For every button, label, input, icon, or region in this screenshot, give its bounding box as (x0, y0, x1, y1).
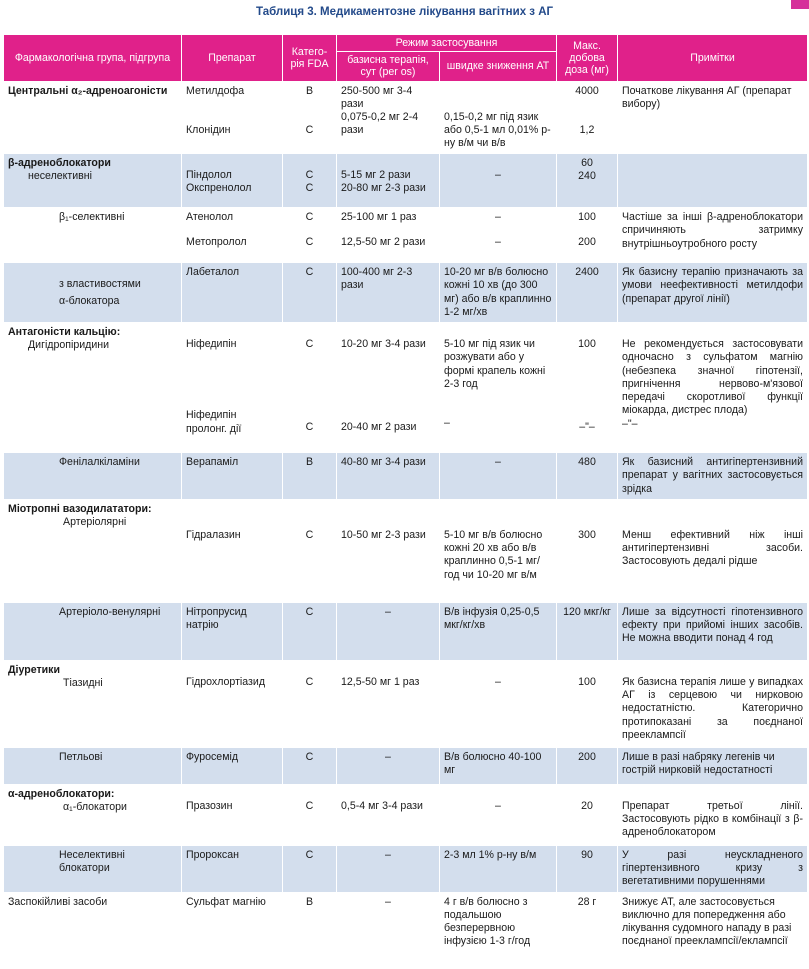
group-title: Міотропні вазодилататори: (8, 502, 152, 515)
basic-value: 20-40 мг 2 рази (341, 421, 417, 434)
group-title: Діуретики (8, 663, 60, 676)
note-cell: Знижує АТ, але застосовується виключно для попередження або лікування судомного нападу в разі поєднаної прееклампсії/еклампсії (618, 892, 808, 964)
drug-cell: Пророксан (182, 845, 283, 892)
note-cell: У разі неускладненого гіпертензивного кризу з вегетативними порушеннями (618, 845, 808, 892)
subgroup-label: неселективні (28, 170, 93, 183)
header-notes: Примітки (618, 35, 808, 82)
rapid-cell (440, 499, 557, 602)
subgroup-label: Артеріоло-венулярні (4, 602, 182, 660)
header-maxdose: Макс. добова доза (мг) (557, 35, 618, 82)
basic-value: 12,5-50 мг 2 рази (341, 236, 426, 249)
rapid-value: 5-10 мг в/в болюсно кожні 20 хв або в/в краплинно 0,5-1 мг/год чи 10-20 мг в/м (444, 528, 543, 581)
rapid-value: – (495, 169, 501, 182)
max-cell: 28 г (557, 892, 618, 964)
header-drug: Препарат (182, 35, 283, 82)
table-row (4, 747, 808, 784)
rapid-value: – (495, 236, 501, 249)
group-cell: Центральні α₂-адреноагоністи (4, 81, 182, 154)
fda-cell (283, 154, 337, 208)
drug-name: Ніфедипін (186, 338, 237, 351)
group-cell: Заспокійливі засоби (4, 892, 182, 964)
note-text: Менш ефективний ніж інші антигіпертензивні засоби. Застосовують дедалі рідше (622, 528, 803, 568)
fda-value: C (305, 799, 314, 812)
basic-value: 25-100 мг 1 раз (341, 211, 417, 224)
fda-value: C (305, 338, 314, 351)
drug-cell: Верапаміл (182, 453, 283, 500)
rapid-value: 0,15-0,2 мг під язик або 0,5-1 мл 0,01% р-ну в/м чи в/в (444, 110, 551, 149)
note-text: Препарат третьої лінії. Застосовують рідко в комбінації з β-адреноблокатором (622, 799, 803, 839)
max-cell (557, 323, 618, 453)
basic-value: 5-15 мг 2 рази (341, 169, 411, 182)
fda-value: C (305, 182, 314, 195)
rapid-value: – (495, 675, 501, 688)
table-row (4, 323, 808, 453)
fda-cell (283, 208, 337, 263)
rapid-value: – (495, 211, 501, 224)
drug-name: Метилдофа (186, 84, 245, 97)
max-value: 4000 (575, 84, 599, 97)
header-rapid: швидке зниження АТ (440, 52, 557, 81)
fda-cell: B (283, 453, 337, 500)
drug-name: Ніфедипін пролонг. дії (186, 409, 242, 435)
fda-value: C (305, 211, 314, 224)
rapid-cell: В/в інфузія 0,25-0,5 мкг/кг/хв (440, 602, 557, 660)
rapid-value: – (495, 799, 501, 812)
max-value: 20 (581, 799, 593, 812)
rapid-cell: – (440, 453, 557, 500)
max-value: 100 (578, 338, 596, 351)
group-cell (4, 154, 182, 208)
rapid-value: 5-10 мг під язик чи розжувати або у формі крапель кожні 2-3 год (444, 338, 546, 390)
max-cell: 480 (557, 453, 618, 500)
drug-name: Атенолол (186, 211, 234, 224)
note-cell (618, 499, 808, 602)
drug-name: Гідралазин (186, 528, 241, 541)
drug-cell (182, 323, 283, 453)
table-row (4, 81, 808, 154)
basic-cell (337, 499, 440, 602)
table-row (4, 892, 808, 964)
fda-cell (283, 660, 337, 747)
fda-value: C (305, 528, 314, 541)
fda-cell: C (283, 845, 337, 892)
fda-cell (283, 323, 337, 453)
basic-cell (337, 208, 440, 263)
header-fda: Катего-рія FDA (283, 35, 337, 82)
basic-value: 20-80 мг 2-3 рази (341, 182, 426, 195)
table-row (4, 499, 808, 602)
rapid-cell: 2-3 мл 1% р-ну в/м (440, 845, 557, 892)
fda-cell (283, 81, 337, 154)
drug-name: Празозин (186, 799, 233, 812)
header-basic: базисна терапія, сут (per os) (337, 52, 440, 81)
max-value: 300 (578, 528, 596, 541)
basic-value: 0,075-0,2 мг 2-4 рази (341, 110, 419, 137)
max-value: 240 (578, 170, 596, 183)
group-cell (4, 263, 182, 323)
drug-cell: Лабеталол (182, 263, 283, 323)
group-title: Антагоністи кальцію: (8, 326, 121, 339)
rapid-cell (440, 323, 557, 453)
max-value: 200 (578, 236, 596, 249)
subgroup-label: Неселективні блокатори (4, 845, 182, 892)
max-cell: 90 (557, 845, 618, 892)
basic-cell: 100-400 мг 2-3 рази (337, 263, 440, 323)
max-cell: 120 мкг/кг (557, 602, 618, 660)
basic-cell (337, 660, 440, 747)
header-regime: Режим застосування (337, 35, 557, 52)
table-row (4, 154, 808, 208)
group-cell (4, 323, 182, 453)
fda-cell: C (283, 747, 337, 784)
drug-cell (182, 154, 283, 208)
rapid-cell: В/в болюсно 40-100 мг (440, 747, 557, 784)
subgroup-label: Петльові (4, 747, 182, 784)
table-title: Таблиця 3. Медикаментозне лікування вагітних з АГ (255, 6, 554, 18)
basic-cell: – (337, 602, 440, 660)
note-cell: Лише за відсутності гіпотензивного ефекту при прийомі інших засобів. Не можна вводити понад 4 год (618, 602, 808, 660)
subgroup-label: Фенілалкіламіни (4, 453, 182, 500)
rapid-cell (440, 208, 557, 263)
fda-cell: C (283, 602, 337, 660)
note-text: Як базисна терапія лише у випадках АГ із серцевою чи нирковою недостатністю. Категорично протипоказані за поєднаної прееклампсії (622, 675, 803, 741)
drug-cell (182, 499, 283, 602)
fda-cell (283, 784, 337, 845)
group-title: β-адреноблокатори (8, 157, 111, 170)
rapid-cell (440, 660, 557, 747)
basic-cell (337, 323, 440, 453)
max-cell (557, 208, 618, 263)
fda-value: C (305, 236, 314, 249)
subgroup-label: з властивостями (59, 278, 141, 291)
max-cell (557, 81, 618, 154)
basic-value: 0,5-4 мг 3-4 рази (341, 799, 423, 812)
table-row (4, 660, 808, 747)
note-cell: Лише в разі набряку легенів чи гострій нирковій недостатності (618, 747, 808, 784)
drug-cell (182, 660, 283, 747)
table-row (4, 453, 808, 500)
rapid-value: – (444, 417, 450, 430)
max-value: 100 (578, 211, 596, 224)
subgroup-label: β₁-селективні (4, 208, 182, 263)
basic-cell: – (337, 892, 440, 964)
drug-cell: Нітропрусид натрію (182, 602, 283, 660)
fda-value: C (305, 123, 314, 136)
basic-value: 10-50 мг 2-3 рази (341, 528, 426, 541)
drug-name: Гідрохлортіазид (186, 675, 266, 688)
note-cell (618, 660, 808, 747)
group-cell (4, 784, 182, 845)
table-row (4, 784, 808, 845)
basic-value: 10-20 мг 3-4 рази (341, 338, 426, 351)
fda-value: C (305, 675, 314, 688)
drug-name: Піндолол (186, 169, 232, 182)
basic-value: 250-500 мг 3-4 рази (341, 84, 413, 110)
table-row (4, 263, 808, 323)
note-cell: Початкове лікування АГ (препарат вибору) (618, 81, 808, 154)
subgroup-label: Дигідропіридини (28, 339, 110, 352)
rapid-cell (440, 784, 557, 845)
group-title: α-адреноблокатори: (8, 787, 115, 800)
note-cell: Як базисну терапію призначають за умови неефективності метилдофи (препарат другої лінії) (618, 263, 808, 323)
fda-cell (283, 499, 337, 602)
drug-cell (182, 81, 283, 154)
table-row (4, 208, 808, 263)
max-value: –"– (579, 421, 595, 434)
note-cell (618, 323, 808, 453)
fda-cell: B (283, 892, 337, 964)
max-cell (557, 154, 618, 208)
drug-cell: Сульфат магнію (182, 892, 283, 964)
note-cell (618, 154, 808, 208)
fda-value: C (305, 169, 314, 182)
drug-name: Окспренолол (186, 182, 252, 195)
note-text: Не рекомендується застосовувати одночасно з сульфатом магнію (небезпека значної гіпотензії, пригнічення нервово-м'язової передачі скоротливої функції міокарда, дистрес плода) (622, 338, 803, 417)
note-text: –"– (622, 417, 638, 430)
basic-value: 12,5-50 мг 1 раз (341, 675, 420, 688)
group-cell (4, 660, 182, 747)
max-cell (557, 499, 618, 602)
basic-cell (337, 154, 440, 208)
basic-cell: – (337, 747, 440, 784)
rapid-cell: 4 г в/в болюсно з подальшою безперервною інфузією 1-3 г/год (440, 892, 557, 964)
max-cell: 2400 (557, 263, 618, 323)
basic-cell: – (337, 845, 440, 892)
basic-cell: 40-80 мг 3-4 рази (337, 453, 440, 500)
max-cell (557, 660, 618, 747)
max-cell: 200 (557, 747, 618, 784)
rapid-cell: 10-20 мг в/в болюсно кожні 10 хв (до 300 мг) або в/в краплинно 1-2 мг/хв (440, 263, 557, 323)
group-cell (4, 499, 182, 602)
subgroup-label: Тіазидні (63, 677, 103, 690)
drug-name: Метопролол (186, 236, 247, 249)
note-cell: Частіше за інші β-адреноблокатори спричиняють затримку внутрішньоутробного росту (618, 208, 808, 263)
subgroup-label: α₁-блокатори (63, 801, 127, 814)
fda-value: C (305, 421, 314, 434)
subgroup-label: α-блокатора (59, 295, 120, 308)
note-cell (618, 784, 808, 845)
basic-cell (337, 784, 440, 845)
drug-cell (182, 208, 283, 263)
table-row (4, 602, 808, 660)
fda-value: B (305, 84, 314, 97)
fda-cell: C (283, 263, 337, 323)
subgroup-label: Артеріолярні (63, 516, 127, 529)
table-row (4, 845, 808, 892)
max-value: 60 (581, 157, 593, 170)
note-cell: Як базисний антигіпертензивний препарат у вагітних застосовується зрідка (618, 453, 808, 500)
basic-cell (337, 81, 440, 154)
drug-cell (182, 784, 283, 845)
max-value: 1,2 (579, 123, 595, 136)
rapid-cell (440, 81, 557, 154)
drug-cell: Фуросемід (182, 747, 283, 784)
drug-name: Клонідин (186, 123, 231, 136)
header-group: Фармакологічна група, підгрупа (4, 35, 182, 82)
treatment-table (3, 34, 808, 965)
max-cell (557, 784, 618, 845)
max-value: 100 (578, 675, 596, 688)
rapid-cell (440, 154, 557, 208)
